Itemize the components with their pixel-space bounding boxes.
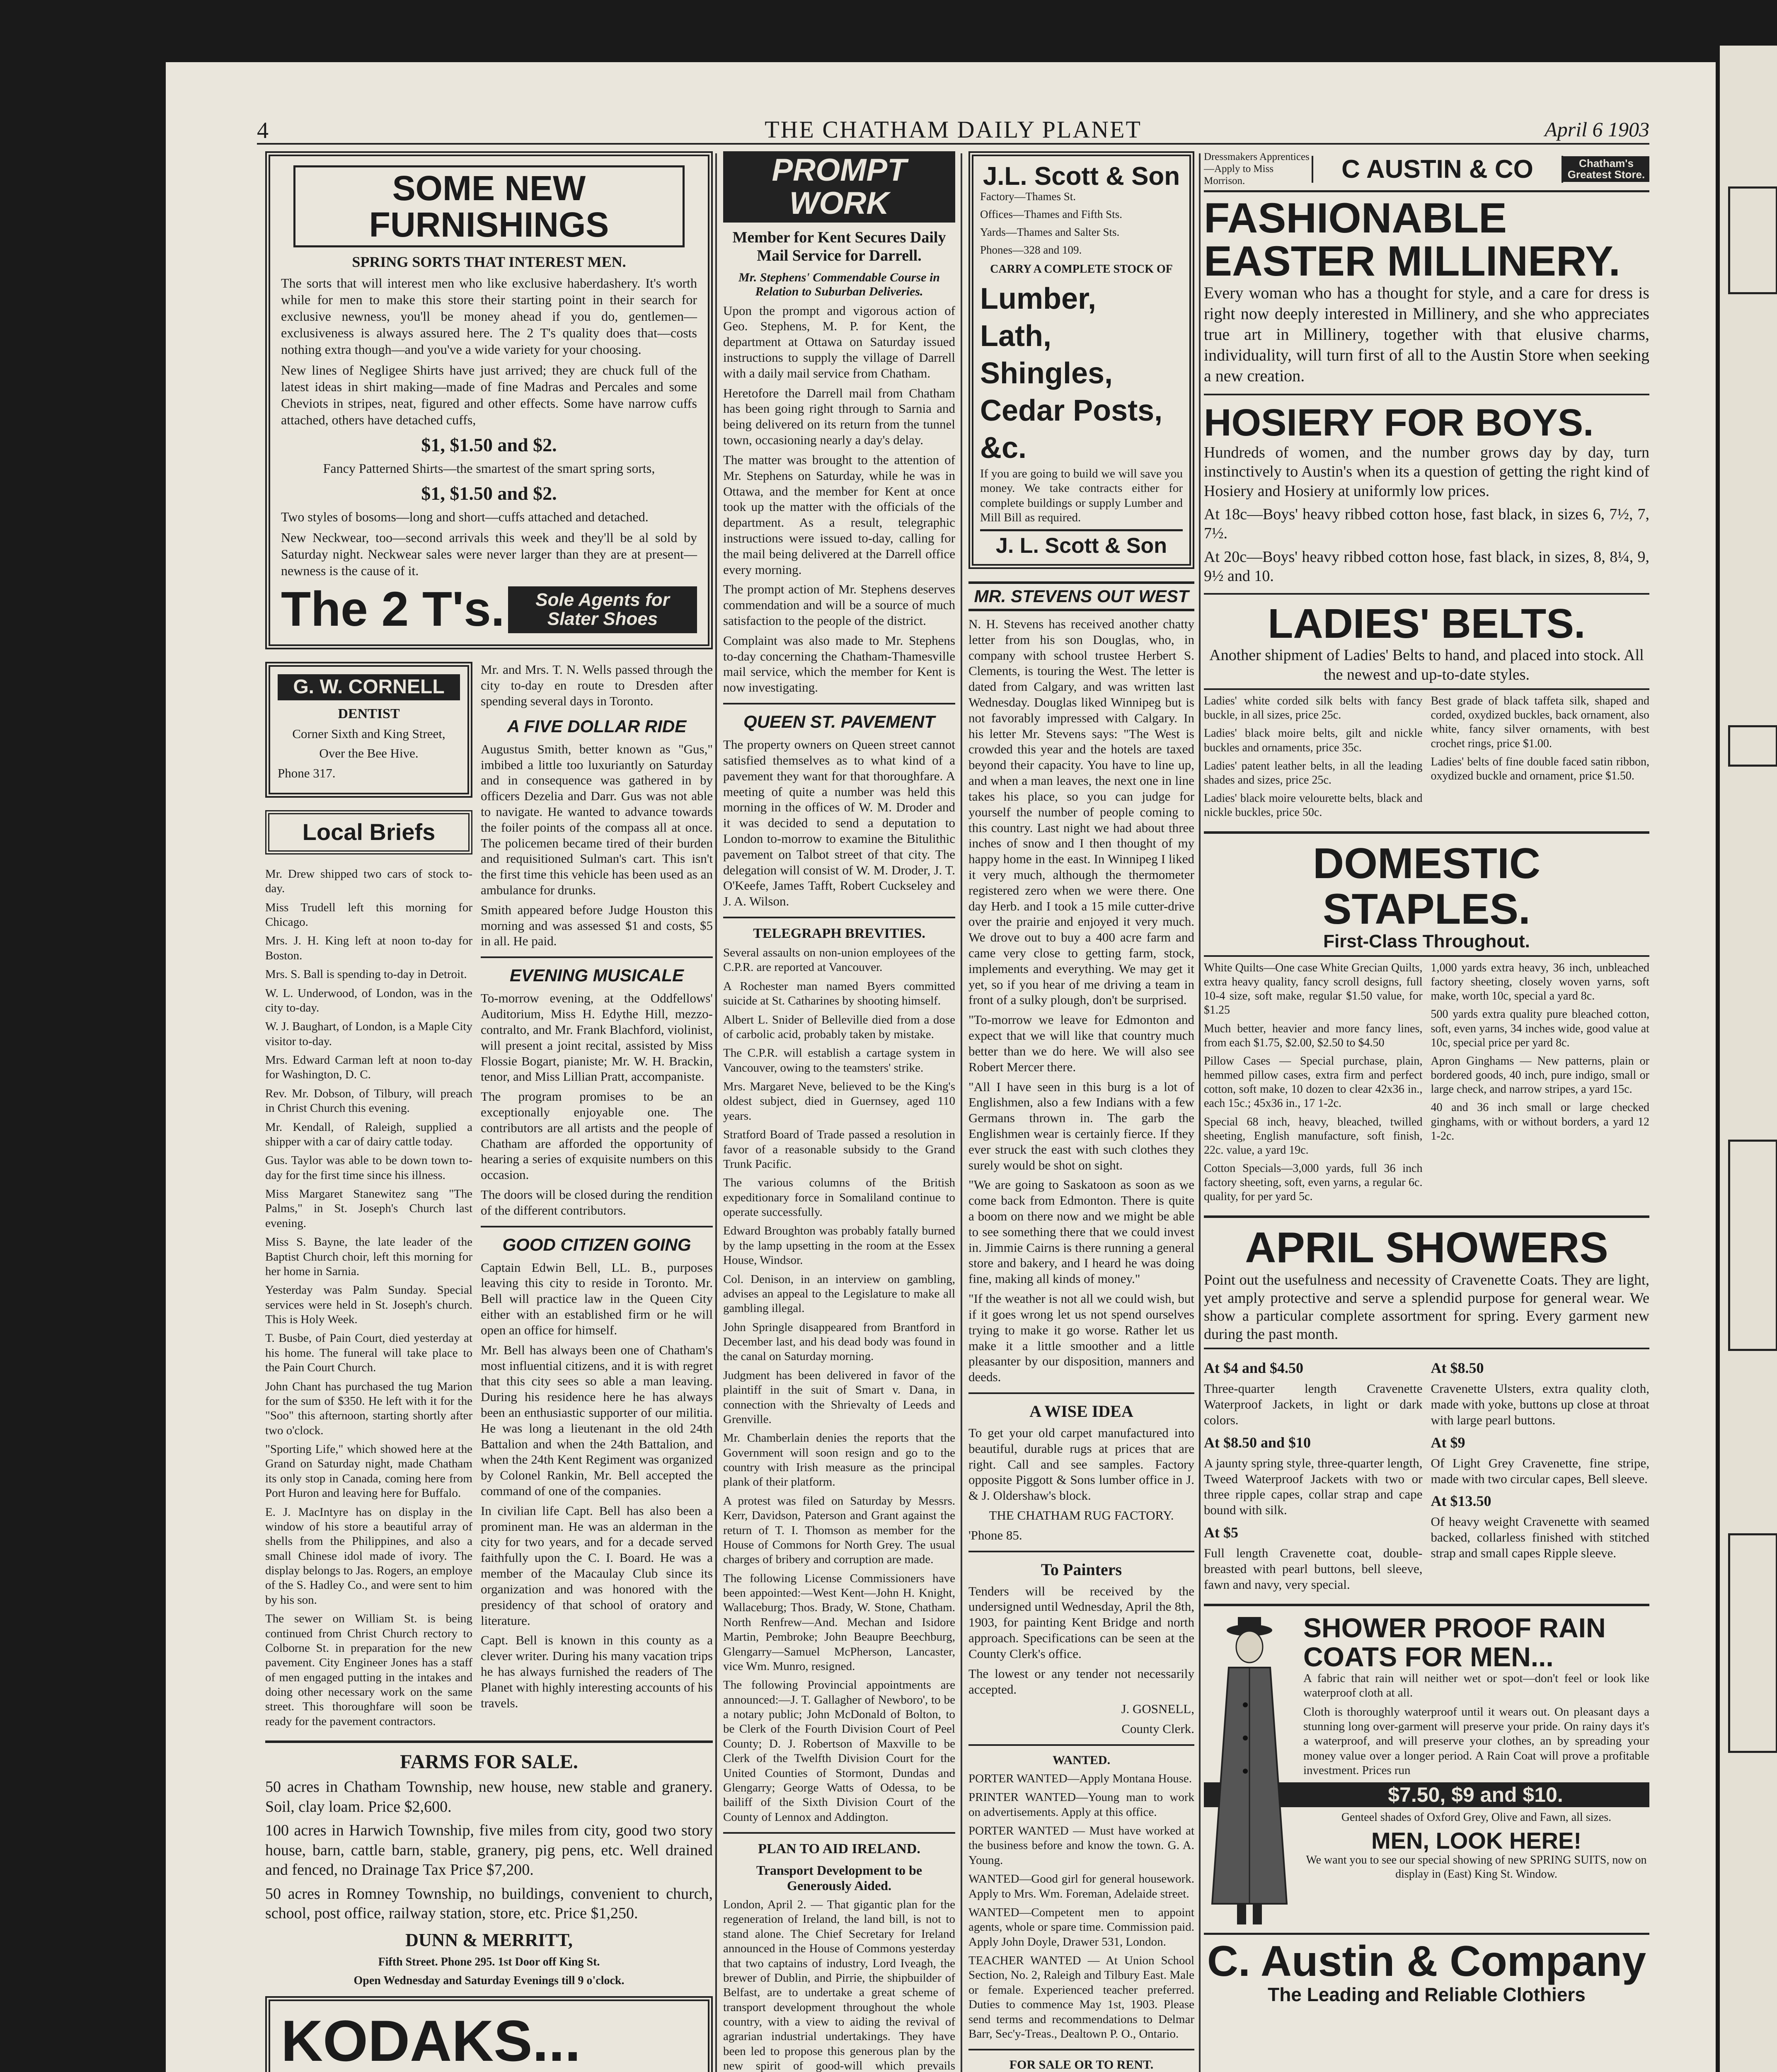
coat-item: Of heavy weight Cravenette with seamed backed, collarless finished with stitched strap and small capes Ripple sleeve. [1431, 1514, 1649, 1560]
price-line: $1, $1.50 and $2. [421, 434, 557, 456]
article-subheading: Member for Kent Secures Daily Mail Service for Darrell. [732, 228, 946, 264]
dentist-address: Corner Sixth and King Street, [292, 726, 445, 741]
local-brief: Gus. Taylor was able to be down town to-day for the first time since his illness. [265, 1154, 472, 1182]
price-line: $7.50, $9 and $10. [1204, 1782, 1649, 1808]
ad-text: New lines of Negligee Shirts have just arrived; they are chuck full of the latest ideas in shirt making—made of fine Madras and Percales and some Cheviots in stripes, neat, figured and other effects. Some have narrow cuffs attached, others have detached cuffs, [281, 363, 697, 428]
local-brief: "Sporting Life," which showed here at the Grand on Saturday night, made Chatham its only stop in Canada, coming here from Port Huron and leaving here for Buffalo. [265, 1443, 472, 1500]
price-heading: At $8.50 [1431, 1360, 1484, 1377]
article-text: N. H. Stevens has received another chatty letter from his son Douglas, who, in company with school trustee Herbert S. Clements, is touring the West. The letter is dated from Calgary, and was written last Wednesday. Douglas liked Winnipeg but is not favorably impressed with Calgary. In his letter Mr. Stevens says: "The West is crowded this year and the hotels are taxed beyond their capacity. You have to line up, and when a man leaves, the next one in line takes his place, so you can judge for yourself the number of people coming to this country. Last night we had about three inches of snow and I then thought of my happy home in the east. In Winnipeg I liked it very much, although the thermometer registered zero when we were there. One day Herb. and I took a 15 mile cutter-drive over the prairie and enjoyed it very much. We drove out to buy a 400 acre farm and came very close to getting farm, stock, implements and everything. We may get it yet, so if you hear of me driving a team in front of a sulky plough, don't be surprised. [968, 616, 1194, 1007]
staple-item: White Quilts—One case White Grecian Quilts, extra heavy quality, fancy scroll designs, full 10-4 size, soft make, regular $1.50 value, for $1.25 [1204, 961, 1423, 1017]
local-brief: Mr. Drew shipped two cars of stock to-day. [265, 867, 472, 896]
article-text: Heretofore the Darrell mail from Chatham has been going right through to Sarnia and being delivered on its return from the tunnel town, occasioning nearly a day's delay. [723, 385, 955, 448]
telegraph-item: Several assaults on non-union employees of the C.P.R. are reported at Vancouver. [723, 946, 955, 974]
ad-text: Two styles of bosoms—long and short—cuffs attached and detached. [281, 509, 649, 525]
article-text: "To-morrow we leave for Edmonton and expect that we will like that country much better than we do here. We will also see Robert Mercer there. [968, 1012, 1194, 1074]
article-text: London, April 2. — That gigantic plan for the regeneration of Ireland, the land bill, is not to stand alone. The Chief Secretary for Ireland announced in the House of Commons yesterday that two captains of industry, Lord Iveagh, the brewer of Dublin, and Pirrie, the shipbuilder of Belfast, are to undertake a great scheme of transport development throughout the whole country, with a view to aiding the revival of agrarian industrial undertakings. They have been led to propose this generous plan by the new spirit of good-will which prevails [723, 1898, 955, 2072]
column-rule [1199, 153, 1201, 2072]
telegraph-item: A protest was filed on Saturday by Messrs. Kerr, Davidson, Paterson and Grant against the return of T. I. Thomson as member for the House of Commons for North Grey. The usual charges of bribery and corruption are made. [723, 1494, 955, 1566]
stock-caption: CARRY A COMPLETE STOCK OF [990, 262, 1173, 276]
ad-subheading: MEN, LOOK HERE! [1371, 1828, 1582, 1854]
telegraph-list [723, 946, 955, 1825]
product-name: Shingles, [980, 356, 1113, 390]
telegraph-item: The following Provincial appointments are announced:—J. T. Gallagher of Newboro', to be a notary public; John McDonald of Bolton, to be Clerk of the Fourth Division Court of Peel County; D. J. Robertson of Maxville to be Clerk of the Twelfth Division Court for the United Counties of Stormont, Dundas and Glengarry; George Watts of Odessa, to be bailiff of the Sixth Division Court of the County of Lennox and Addington. [723, 1678, 955, 1824]
notice-signature: J. GOSNELL, [1121, 1702, 1194, 1716]
firm-phone: 'Phone 85. [968, 1527, 1022, 1542]
ad-text: 50 acres in Romney Township, no buildings, convenient to church, school, post office, railway station, store, etc. Price $1,250. [265, 1885, 713, 1922]
column-3 [723, 151, 955, 2072]
adjacent-page-box [1728, 186, 1777, 294]
topbar-notice: Dressmakers Apprentices—Apply to Miss Morrison. [1204, 151, 1310, 186]
ad-text: We want you to see our special showing of new SPRING SUITS, now on display in (East) King St. Window. [1306, 1854, 1647, 1881]
staple-item: 500 yards extra quality pure bleached cotton, soft, even yarns, 34 inches wide, good value at 10c, special price per yard 8c. [1431, 1008, 1649, 1049]
page-number: 4 [257, 118, 269, 143]
column-1 [265, 151, 713, 2072]
firm-footer: J. L. Scott & Son [980, 529, 1183, 557]
ad-heading: LADIES' BELTS. [1268, 600, 1586, 647]
ad-text: If you are going to build we will save you money. We take contracts either for complete buildings or supply Lumber and Mill Bill as required. [980, 467, 1183, 524]
wanted-item: TEACHER WANTED — At Union School Section, No. 2, Raleigh and Tilbury East. Male or female. Experienced teacher preferred. Duties to commence May 1st, 1903. Please send terms and recommendations to Delmar Barr, Sec'y-Treas., Dealtown P. O., Ontario. [968, 1954, 1194, 2041]
firm-name: J.L. Scott & Son [983, 162, 1180, 191]
classified-heading: FOR SALE OR TO RENT. [1009, 2058, 1154, 2072]
article-text: Augustus Smith, better known as "Gus," imbibed a little too luxuriantly on Saturday and in consequence was gathered in by officers Dezelia and Darr. Gus was not able to navigate. He wanted to advance towards the foiler points of the compass all at once. The policemen became tired of their burden and requisitioned Sulman's cart. This isn't the first time this vehicle has been used as an ambulance for drunks. [481, 741, 713, 898]
newspaper-title: THE CHATHAM DAILY PLANET [765, 116, 1142, 143]
local-brief: Rev. Mr. Dobson, of Tilbury, will preach in Christ Church this evening. [265, 1087, 472, 1115]
ad-text: Fancy Patterned Shirts—the smartest of the smart spring sorts, [323, 461, 655, 476]
telegraph-item: Mr. Chamberlain denies the reports that the Government will soon resign and go to the country with Irish measure as the principal plank of their platform. [723, 1431, 955, 1489]
notice-signature: County Clerk. [1121, 1721, 1194, 1736]
local-briefs-list [265, 867, 472, 1729]
column-5 [1204, 151, 1649, 2004]
article-subheading: Transport Development to be Generously Aided. [756, 1863, 922, 1893]
ad-text: The sorts that will interest men who like exclusive haberdashery. It's worth while for men to make this store their starting point in their search for exclusive newness, you'll be money ahead if you do, gentlemen—exclusiveness is always assured here. The 2 T's quality does that—costs nothing extra though—and you've a wide variety for your choosing. [281, 276, 697, 357]
masthead [257, 118, 1649, 145]
product-list [980, 280, 1183, 467]
local-brief: T. Busbe, of Pain Court, died yesterday at his home. The funeral will take place to the Pain Court Church. [265, 1331, 472, 1375]
ad-text: Point out the usefulness and necessity of Cravenette Coats. They are light, yet amply protective and serve a splendid purpose for general wear. We show a particular complete assortment for spring. Every garment new during the past month. [1204, 1271, 1649, 1343]
telegraph-item: The following License Commissioners have been appointed:—West Kent—John H. Knight, Wallaceburg; Thos. Brady, W. Stone, Chatham. North Renfrew—And. Mechan and Isidore Martin, Pembroke; John Beaupre Beechburg, Glengarry—Samuel McPherson, Lancaster, vice Wm. Munro, resigned. [723, 1571, 955, 1673]
local-brief: Mr. Kendall, of Raleigh, supplied a shipper with a car of dairy cattle today. [265, 1120, 472, 1148]
local-brief: Miss S. Bayne, the late leader of the Baptist Church choir, left this morning for her home in Sarnia. [265, 1235, 472, 1278]
article-text: Capt. Bell is known in this county as a clever writer. During his many vacation trips he has always furnished the readers of The Planet with highly interesting accounts of his travels. [481, 1633, 713, 1710]
telegraph-item: The various columns of the British expeditionary force in Somaliland continue to operate successfully. [723, 1176, 955, 1219]
ad-text: Genteel shades of Oxford Grey, Olive and Fawn, all sizes. [1341, 1811, 1612, 1824]
ad-text: New Neckwear, too—second arrivals this week and they'll be al sold by Saturday night. Neckwear sales were never larger than they are at present—newness is the cause of it. [281, 530, 697, 579]
local-brief: Mrs. Edward Carman left at noon to-day for Washington, D. C. [265, 1053, 472, 1082]
staple-item: 1,000 yards extra heavy, 36 inch, unbleached factory sheeting, closely woven yarns, soft make, worth 10c, special a yard 8c. [1431, 961, 1649, 1003]
telegraph-item: Stratford Board of Trade passed a resolution in favor of a reasonable subsidy to the Grand Trunk Pacific. [723, 1128, 955, 1171]
ad-heading: SOME NEW FURNISHINGS [293, 165, 685, 247]
ad-text: Another shipment of Ladies' Belts to hand, and placed into stock. All the newest and up-to-date styles. [1209, 646, 1644, 683]
telegraph-item: A Rochester man named Byers committed suicide at St. Catharines by shooting himself. [723, 979, 955, 1008]
price-heading: At $5 [1204, 1524, 1238, 1541]
article-text: "All I have seen in this burg is a lot of Englishmen, also a few Indians with a few Germans thrown in. The garb the Englishmen wear is certainly fierce. If they ever struck the east with such clothes they surely would be shot on sight. [968, 1079, 1194, 1172]
telegraph-item: Judgment has been delivered in favor of the plaintiff in the suit of Smart v. Dana, in connection with the Shrievalty of Leeds and Grenville. [723, 1368, 955, 1426]
brand-name: The 2 T's. [281, 582, 505, 637]
firm-info: Phones—328 and 109. [980, 243, 1082, 256]
belt-item: Ladies' black moire velourette belts, black and nickle buckles, price 50c. [1204, 792, 1423, 819]
article-text: "We are going to Saskatoon as soon as we come back from Edmonton. There is quite a boom on there now and we might be able to see something there that we could invest in. Jimmie Cairns is there running a general store and bakery, and I heard he was doing fine, making all kinds of money." [968, 1177, 1194, 1286]
staple-item: 40 and 36 inch small or large checked ginghams, with or without borders, a yard 12 1-2c. [1431, 1101, 1649, 1143]
dentist-name: G. W. CORNELL [278, 674, 460, 700]
telegraph-item: John Springle disappeared from Brantford in December last, and his dead body was found in the canal on Saturday morning. [723, 1320, 955, 1363]
belt-item: Best grade of black taffeta silk, shaped and corded, oxydized buckles, back ornament, also white, fancy silver ornaments, with best crochet rings, price $1.00. [1431, 695, 1649, 750]
article-text: Smith appeared before Judge Houston this morning and was assessed $1 and costs, $5 in all. He paid. [481, 902, 713, 949]
dentist-address: Over the Bee Hive. [319, 746, 419, 761]
wanted-item: WANTED—Good girl for general housework. Apply to Mrs. Wm. Foreman, Adelaide street. [968, 1872, 1194, 1900]
telegraph-item: Col. Denison, in an interview on gambling, advises an appeal to the Legislature to make all gambling illegal. [723, 1272, 955, 1315]
article-text: Mr. Bell has always been one of Chatham's most influential citizens, and it is with regret that this city sees so able a man leaving. During his residence here he has always been an enthusiastic supporter of our militia. He was long a lieutenant in the old 24th Battalion and when the 24th Battalion, and when the 24th Kent Regiment was organized by Colonel Rankin, Mr. Bell accepted the command of one of the companies. [481, 1342, 713, 1498]
wanted-item: PORTER WANTED—Apply Montana House. [968, 1772, 1192, 1785]
firm-hours: Open Wednesday and Saturday Evenings till 9 o'clock. [353, 1974, 625, 1987]
firm-info: Factory—Thames St. [980, 190, 1076, 203]
local-brief: W. J. Baughart, of London, is a Maple City visitor to-day. [265, 1020, 472, 1048]
ad-heading: HOSIERY FOR BOYS. [1204, 402, 1594, 444]
price-heading: At $9 [1431, 1434, 1465, 1451]
article-subheading: Mr. Stephens' Commendable Course in Relation to Suburban Deliveries. [738, 270, 940, 298]
man-in-raincoat-illustration [1204, 1614, 1295, 1929]
notice-text: The lowest or any tender not necessarily accepted. [968, 1666, 1194, 1697]
article-text: "If the weather is not all we could wish, but if it goes wrong let us not spend ourselves trying to make it go worse. Rather let us make it a little smoother and a little pleasanter by our disposition, manners and deeds. [968, 1291, 1194, 1385]
local-briefs-heading: Local Briefs [265, 810, 472, 854]
dentist-ad [265, 662, 472, 798]
local-brief: John Chant has purchased the tug Marion for the sum of $350. He left with it for the "Soo" this afternoon, starting shortly after two o'clock. [265, 1380, 472, 1437]
firm-tagline: The Leading and Reliable Clothiers [1268, 1983, 1586, 2005]
belt-item: Ladies' patent leather belts, in all the leading shades and sizes, price 25c. [1204, 759, 1423, 787]
coat-item: Cravenette Ulsters, extra quality cloth, made with yoke, buttons up close at throat with large pearl buttons. [1431, 1381, 1649, 1427]
austin-topbar [1204, 151, 1649, 192]
local-brief: The sewer on William St. is being continued from Christ Church rectory to Colborne St. in preparation for the new pavement. City Engineer Jones has a staff of men engaged putting in the intakes and doing other necessary work on the same street. This thoroughfare will soon be ready for the pavement contractors. [265, 1612, 472, 1728]
staple-item: Much better, heavier and more fancy lines, from each $1.75, $2.00, $2.50 to $4.50 [1204, 1022, 1423, 1049]
ad-heading: FASHIONABLE EASTER MILLINERY. [1204, 194, 1620, 285]
ad-heading: DOMESTIC STAPLES. [1313, 840, 1540, 933]
adjacent-page-box [1728, 725, 1777, 767]
wanted-item: PORTER WANTED — Must have worked at the business before and know the town. G. A. Young. [968, 1824, 1194, 1867]
product-name: Lumber, [980, 282, 1097, 315]
ad-subheading: First-Class Throughout. [1323, 931, 1530, 951]
price-item: At 20c—Boys' heavy ribbed cotton hose, fast black, in sizes, 8, 8¼, 9, 9½ and 10. [1204, 548, 1649, 585]
ad-text: 50 acres in Chatham Township, new house, new stable and granery. Soil, clay loam. Price $2,600. [265, 1778, 713, 1815]
article-text: The matter was brought to the attention of Mr. Stephens on Saturday, while he was in Ottawa, and the member for Kent at once took up the matter with the officials of the department. As a result, telegraphic instructions were issued to-day, calling for the mail being delivered at the Darrell office every morning. [723, 452, 955, 577]
staple-item: Special 68 inch, heavy, bleached, twilled sheeting, English manufacture, soft finish, 22c. value, a yard 19c. [1204, 1115, 1423, 1157]
article-text: The doors will be closed during the rendition of the different contributors. [481, 1187, 713, 1218]
topbar-slogan: Chatham's Greatest Store. [1563, 156, 1649, 182]
furnishings-ad [265, 151, 713, 649]
firm-name: THE CHATHAM RUG FACTORY. [989, 1508, 1174, 1523]
local-brief: Miss Margaret Stanewitez sang "The Palms," in St. Joseph's Church last evening. [265, 1187, 472, 1230]
article-heading: EVENING MUSICALE [509, 966, 684, 985]
local-brief: Yesterday was Palm Sunday. Special services were held in St. Joseph's church. This is Holy Week. [265, 1283, 472, 1326]
ad-text: A fabric that rain will neither wet or spot—don't feel or look like waterproof cloth at all. [1303, 1671, 1649, 1700]
article-text: The prompt action of Mr. Stephens deserves commendation and will be a source of much satisfaction to the people of the district. [723, 582, 955, 628]
article-heading: MR. STEVENS OUT WEST [968, 581, 1194, 611]
article-heading: A FIVE DOLLAR RIDE [507, 716, 687, 736]
article-text: Complaint was also made to Mr. Stephens to-day concerning the Chatham-Thamesville mail service, which the member for Kent is now investigating. [723, 633, 955, 695]
article-heading: PLAN TO AID IRELAND. [758, 1841, 920, 1857]
local-brief: Miss Trudell left this morning for Chicago. [265, 900, 472, 929]
coat-item: Full length Cravenette coat, double-breasted with pearl buttons, bell sleeve, fawn and navy, very special. [1204, 1545, 1423, 1592]
belt-item: Ladies' white corded silk belts with fancy buckle, in all sizes, price 25c. [1204, 695, 1423, 722]
adjacent-page-box [1728, 1533, 1777, 1753]
classified-heading: WANTED. [1052, 1753, 1111, 1767]
article-heading: GOOD CITIZEN GOING [502, 1234, 691, 1254]
brief-text: Mr. and Mrs. T. N. Wells passed through the city to-day en route to Dresden after spending several days in Toronto. [481, 662, 713, 708]
ad-text: 100 acres in Harwich Township, five miles from city, good two story house, barn, cattle barn, stable, granery, pig pens, etc. Well drained and fenced, no Drainage Tax Price $7,200. [265, 1822, 713, 1879]
firm-address: Fifth Street. Phone 295. 1st Door off King St. [378, 1955, 600, 1968]
telegraph-item: Mrs. Margaret Neve, believed to be the King's oldest subject, died in Guernsey, aged 110 years. [723, 1080, 955, 1123]
ad-text: To get your old carpet manufactured into beautiful, durable rugs at prices that are right. Call and see samples. Factory opposite Piggott & Sons lumber office in J. & J. Oldershaw's block. [968, 1425, 1194, 1503]
price-heading: At $4 and $4.50 [1204, 1360, 1304, 1377]
article-text: The program promises to be an exceptionally enjoyable one. The contributors are all artists and the people of Chatham are afforded the opportunity of hearing a series of exquisite numbers on this occasion. [481, 1089, 713, 1182]
coat-item: Three-quarter length Cravenette Waterproof Jackets, in light or dark colors. [1204, 1381, 1423, 1427]
adjacent-page-edge [1720, 46, 1777, 2072]
price-line: $1, $1.50 and $2. [421, 483, 557, 504]
adjacent-page-box [1728, 1140, 1777, 1351]
article-text: In civilian life Capt. Bell has also been a prominent man. He was an alderman in the city for two years, and for a decade served faithfully upon the C. I. Board. He was a member of the Macaulay Club since its organization and was honored with the presidency of that school of oratory and literature. [481, 1503, 713, 1628]
raincoat-ad [1204, 1614, 1649, 2004]
column-4 [968, 151, 1194, 2072]
local-brief: Mrs. J. H. King left at noon to-day for Boston. [265, 934, 472, 962]
ad-subheading: SPRING SORTS THAT INTEREST MEN. [352, 254, 626, 271]
firm-info: Offices—Thames and Fifth Sts. [980, 208, 1122, 221]
firm-name: C. Austin & Company [1204, 1933, 1649, 1984]
notice-heading: To Painters [1041, 1560, 1122, 1579]
ad-heading: APRIL SHOWERS [1245, 1224, 1608, 1272]
article-text: To-morrow evening, at the Oddfellows' Auditorium, Miss H. Edythe Hill, mezzo-contralto, and Mr. Frank Blachford, violinist, will present a joint recital, assisted by Miss Flossie Bogart, pianiste; Mr. W. H. Brackin, tenor, and Miss Lillian Pratt, accompaniste. [481, 991, 713, 1084]
issue-date: April 6 1903 [1545, 118, 1649, 141]
ad-text: Hundreds of women, and the number grows day by day, turn instinctively to Austin's when its a question of getting the right kind of Hosiery and Hosiery at uniformly low prices. [1204, 443, 1649, 500]
dentist-title: DENTIST [338, 706, 400, 721]
wanted-item: PRINTER WANTED—Young man to work on advertisements. Apply at this office. [968, 1791, 1194, 1819]
price-item: At 18c—Boys' heavy ribbed cotton hose, fast black, in sizes 6, 7½, 7, 7½. [1204, 505, 1649, 542]
article-text: The property owners on Queen street cannot satisfied themselves as to what kind of a pavement they want for that thoroughfare. A meeting of quite a number was held this morning in the offices of W. M. Droder and it was decided to send a deputation to London to-morrow to examine the Bitulithic pavement on Talbot street of that city. The delegation will consist of W. M. Droder, J. T. O'Keefe, James Tafft, Robert Cuckseley and J. A. Wilson. [723, 737, 955, 909]
notice-text: Tenders will be received by the undersigned until Wednesday, April the 8th, 1903, for painting Kent Bridge and north approach. Specifications can be seen at the County Clerk's office. [968, 1583, 1194, 1661]
price-heading: At $8.50 and $10 [1204, 1434, 1311, 1451]
product-name: Lath, [980, 319, 1051, 353]
coat-item: A jaunty spring style, three-quarter length, Tweed Waterproof Jackets with two or three ripple capes, collar strap and cape bound with silk. [1204, 1455, 1423, 1518]
staple-item: Apron Ginghams — New patterns, plain or bordered goods, 40 inch, pure indigo, small or large check, and narrow stripes, a yard 15c. [1431, 1054, 1649, 1096]
ad-heading: A WISE IDEA [1029, 1402, 1133, 1421]
ad-heading: FARMS FOR SALE. [400, 1751, 578, 1773]
telegraph-item: Albert L. Snider of Belleville died from a dose of carbolic acid, probably taken by mistake. [723, 1013, 955, 1041]
firm-name: DUNN & MERRITT, [405, 1929, 573, 1950]
belt-item: Ladies' black moire belts, gilt and nickle buckles and ornaments, price 35c. [1204, 727, 1423, 754]
staple-item: Pillow Cases — Special purchase, plain, hemmed pillow cases, extra firm and perfect cotton, soft make, 10 dozen to clear 42x36 in., each 15c.; 45x36 in., 17 1-2c. [1204, 1054, 1423, 1110]
firm-name: C AUSTIN & CO [1312, 156, 1563, 183]
product-name: Cedar Posts, [980, 394, 1163, 427]
telegraph-item: The C.P.R. will establish a cartage system in Vancouver, owing to the teamsters' strike. [723, 1046, 955, 1075]
local-brief: E. J. MacIntyre has on display in the window of his store a beautiful array of shells from the Philippines, and also a small Chinese idol made of ivory. The display belongs to Jas. Rogers, an employe of the S. Hadley Co., and were sent to him by his son. [265, 1505, 472, 1607]
product-name: &c. [980, 431, 1027, 465]
price-heading: At $13.50 [1431, 1493, 1491, 1510]
local-brief: W. L. Underwood, of London, was in the city to-day. [265, 986, 472, 1014]
ad-heading: SHOWER PROOF RAIN COATS FOR MEN... [1303, 1612, 1606, 1672]
belt-item: Ladies' belts of fine double faced satin ribbon, oxydized buckle and ornament, price $1.50. [1431, 755, 1649, 782]
agents-badge: Sole Agents for Slater Shoes [508, 586, 697, 633]
article-text: Upon the prompt and vigorous action of Geo. Stephens, M. P. for Kent, the department at Ottawa on Saturday issued instructions to supply the village of Darrell with a daily mail service from Chatham. [723, 303, 955, 380]
staple-item: Cotton Specials—3,000 yards, full 36 inch factory sheeting, soft, even yarns, a regular 6c. quality, for per yard 5c. [1204, 1162, 1423, 1203]
column-rule [961, 153, 962, 2072]
farms-ad [265, 1750, 713, 1988]
kodaks-ad [265, 1996, 713, 2072]
scott-ad [968, 151, 1194, 569]
local-brief: Mrs. S. Ball is spending to-day in Detroit. [265, 968, 467, 981]
wanted-item: WANTED—Competent men to appoint agents, whole or spare time. Commission paid. Apply John Doyle, Drawer 531, London. [968, 1905, 1194, 1949]
column-rule [715, 153, 717, 2072]
article-text: Captain Edwin Bell, LL. B., purposes leaving this city to reside in Toronto. Mr. Bell will practice law in the Queen City either with an established firm or he will open an office for himself. [481, 1260, 713, 1337]
ad-text: Cloth is thoroughly waterproof until it wears out. On pleasant days a stunning long over-garment will preserve your pride. On rainy days it's a waterproof, and will preserve your clothes, an by spreading your money value over a longer period. A Rain Coat will prove a profitable investment. Prices run [1303, 1705, 1649, 1777]
telegraph-item: Edward Broughton was probably fatally burned by the lamp upsetting in the room at the Essex House, Windsor. [723, 1224, 955, 1267]
ad-text: Every woman who has a thought for style, and a care for dress is right now deeply interested in Millinery, and she who appreciates true art in Millinery, together with that elusive charms, individuality, will turn first of all to the Austin Store when seeking a new creation. [1204, 283, 1649, 385]
wanted-list [968, 1772, 1194, 2041]
column-2 [481, 662, 713, 1733]
coat-item: Of Light Grey Cravenette, fine stripe, made with two circular capes, Bell sleeve. [1431, 1455, 1649, 1486]
ad-heading: KODAKS... [281, 2008, 581, 2072]
firm-info: Yards—Thames and Salter Sts. [980, 225, 1120, 238]
article-heading: QUEEN ST. PAVEMENT [743, 712, 935, 732]
dentist-phone: Phone 317. [278, 766, 336, 781]
article-heading: TELEGRAPH BREVITIES. [753, 926, 925, 942]
article-heading: PROMPT WORK [723, 151, 955, 223]
